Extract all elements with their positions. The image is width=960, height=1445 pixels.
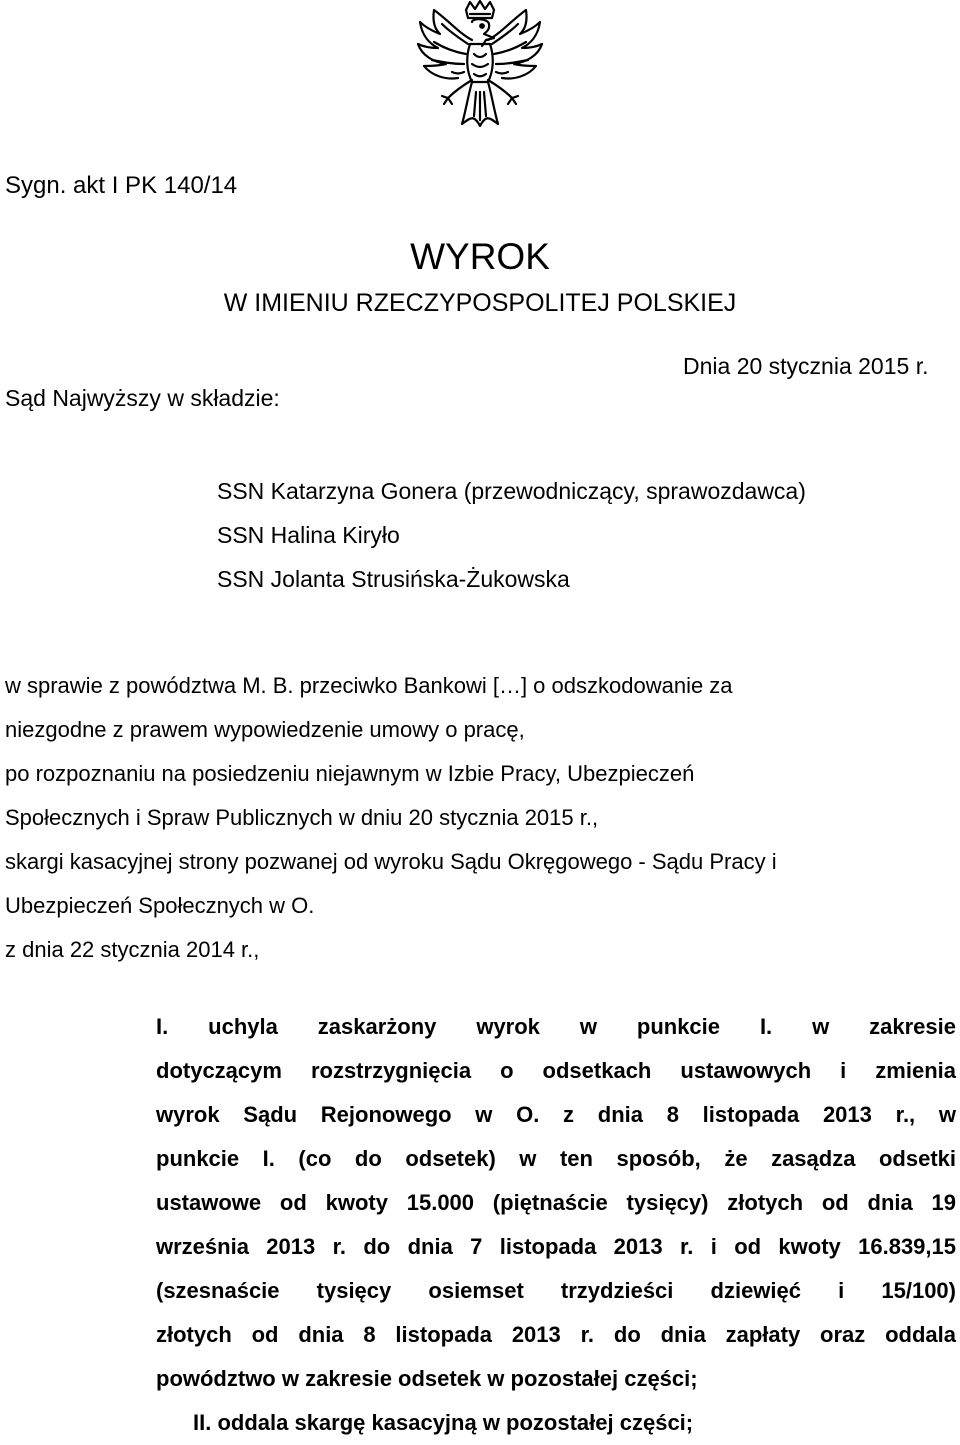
ruling-line: dotyczącym rozstrzygnięcia o odsetkach ustawowych i zmienia: [156, 1058, 956, 1083]
ruling-line: wyrok Sądu Rejonowego w O. z dnia 8 listopada 2013 r., w: [156, 1102, 956, 1127]
ruling-line: złotych od dnia 8 listopada 2013 r. do dnia zapłaty oraz oddala: [156, 1322, 956, 1347]
ruling-point-2: II. oddala skargę kasacyjną w pozostałej części;: [193, 1410, 694, 1435]
ruling-line: I. uchyla zaskarżony wyrok w punkcie I. w zakresie: [156, 1014, 956, 1039]
document-title: WYROK: [410, 236, 550, 277]
judge-presiding: SSN Katarzyna Gonera (przewodniczący, sprawozdawca): [217, 478, 806, 504]
ruling-line: powództwo w zakresie odsetek w pozostałej części;: [156, 1366, 698, 1391]
case-description-line: skargi kasacyjnej strony pozwanej od wyroku Sądu Okręgowego - Sądu Pracy i: [5, 849, 777, 874]
judge-member: SSN Halina Kiryło: [217, 522, 400, 548]
polish-eagle-emblem-icon: [412, 0, 548, 140]
case-description-line: Ubezpieczeń Społecznych w O.: [5, 893, 315, 918]
case-number: Sygn. akt I PK 140/14: [5, 172, 238, 199]
document-subtitle: W IMIENIU RZECZYPOSPOLITEJ POLSKIEJ: [223, 289, 737, 317]
case-description-line: po rozpoznaniu na posiedzeniu niejawnym w Izbie Pracy, Ubezpieczeń: [5, 761, 695, 786]
court-composition-label: Sąd Najwyższy w składzie:: [5, 385, 280, 411]
judge-member: SSN Jolanta Strusińska-Żukowska: [217, 566, 570, 592]
case-description-line: niezgodne z prawem wypowiedzenie umowy o pracę,: [5, 717, 525, 742]
ruling-line: punkcie I. (co do odsetek) w ten sposób, że zasądza odsetki: [156, 1146, 956, 1171]
case-description-line: Społecznych i Spraw Publicznych w dniu 20 stycznia 2015 r.,: [5, 805, 599, 830]
ruling-line: (szesnaście tysięcy osiemset trzydzieści dziewięć i 15/100): [156, 1278, 956, 1303]
ruling-line: września 2013 r. do dnia 7 listopada 2013 r. i od kwoty 16.839,15: [156, 1234, 956, 1259]
ruling-line: ustawowe od kwoty 15.000 (piętnaście tysięcy) złotych od dnia 19: [156, 1190, 956, 1215]
judgment-date: Dnia 20 stycznia 2015 r.: [683, 353, 929, 379]
case-description-line: w sprawie z powództwa M. B. przeciwko Bankowi […] o odszkodowanie za: [5, 673, 733, 698]
case-description-line: z dnia 22 stycznia 2014 r.,: [5, 937, 260, 962]
